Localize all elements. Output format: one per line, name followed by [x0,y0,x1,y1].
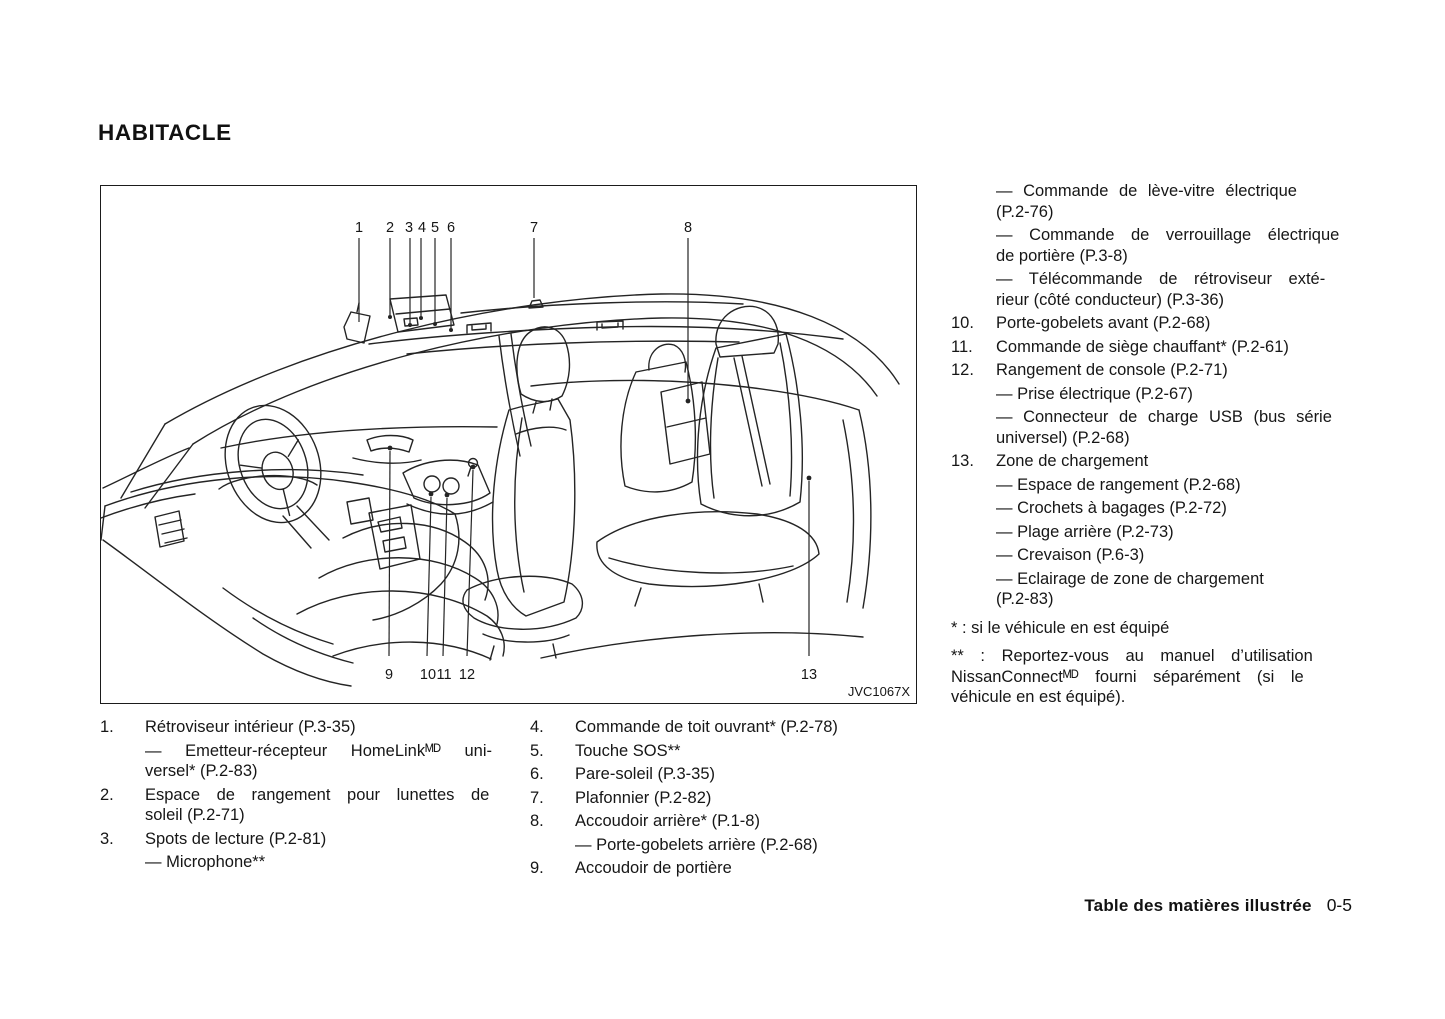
list-subitem [951,384,1348,405]
figure-code: JVC1067X [847,684,910,699]
item-text: Zone de chargement [996,452,1149,470]
item-text: rieur (côté conducteur) (P.3-36) [996,290,1225,309]
footnote-double-asterisk [951,646,1348,667]
list-items-1-3 [100,717,518,873]
page-title: HABITACLE [98,120,232,145]
car-interior-illustration [101,186,916,703]
callout-10: 10 [419,667,437,683]
footnote-continuation [951,667,1348,688]
callout-6: 6 [446,220,456,236]
item-text: Touche SOS** [575,741,681,760]
list-subitem [951,569,1348,590]
callout-9: 9 [384,667,394,683]
list-subitem [951,475,1348,496]
list-item [530,811,948,832]
item-text: Porte-gobelets avant (P.2-68) [996,314,1211,332]
item-text: — Eclairage de zone de chargement [996,569,1264,588]
item-text: — Microphone** [145,853,266,871]
footnote-text: véhicule en est équipé). [951,688,1126,706]
list-subitem-continuation [951,290,1348,311]
item-text: soleil (P.2-71) [145,806,245,824]
list-item [530,741,948,762]
item-number: 4. [530,718,544,736]
item-number: 11. [951,337,973,356]
item-number: 6. [530,765,544,783]
interior-figure [100,185,917,704]
callout-12: 12 [458,667,476,683]
item-text: — Porte-gobelets arrière (P.2-68) [575,835,818,854]
item-text: Pare-soleil (P.3-35) [575,765,716,783]
list-item [951,337,1348,358]
list-subitem [951,498,1348,519]
item-text: — Télécommande de rétroviseur exté- [996,270,1326,288]
item-number: 10. [951,314,974,332]
item-text: (P.2-76) [996,202,1054,221]
footnote-continuation [951,687,1348,708]
list-item [100,785,518,806]
list-item-continuation [100,805,518,826]
callout-8: 8 [683,220,693,236]
callout-numbers [355,220,817,683]
list-subitem-continuation [951,428,1348,449]
item-text: Rangement de console (P.2-71) [996,361,1228,379]
list-subitem [951,407,1348,428]
item-text: de portière (P.3-8) [996,246,1128,265]
list-item [951,451,1348,472]
item-text: — Commande de lève-vitre électrique [996,182,1297,200]
footnote-single-asterisk [951,618,1348,639]
item-text: Spots de lecture (P.2-81) [145,829,327,848]
list-item [530,858,948,879]
item-text: Rétroviseur intérieur (P.3-35) [145,718,356,736]
list-subitem [100,852,518,873]
list-subitem-continuation [951,202,1348,223]
list-subitem [951,522,1348,543]
item-text: Commande de toit ouvrant* (P.2-78) [575,718,838,736]
list-items-4-9 [530,717,948,879]
item-text: — Crochets à bagages (P.2-72) [996,499,1227,517]
callout-1: 1 [354,220,364,236]
callout-4: 4 [417,220,427,236]
list-item [100,717,518,738]
list-subitem-continuation [951,246,1348,267]
item-text: — Commande de verrouillage électrique [996,226,1340,244]
item-number: 9. [530,859,544,877]
item-number: 1. [100,718,114,736]
list-items-10-13 [951,181,1348,708]
item-text: — Espace de rangement (P.2-68) [996,475,1241,494]
item-text: Accoudoir arrière* (P.1-8) [575,812,760,830]
item-text: versel* (P.2-83) [145,762,258,780]
list-item [951,313,1348,334]
item-number: 13. [951,452,974,470]
footnote-text: NissanConnectᴹᴰ fourni séparément (si le [951,667,1304,686]
callout-13: 13 [800,667,818,683]
list-subitem [100,741,518,762]
car-line-art [101,294,899,686]
callout-11: 11 [436,667,452,683]
list-item [530,788,948,809]
footnote-text: ** : Reportez-vous au manuel d’utilisation [951,647,1313,665]
list-subitem-continuation [951,589,1348,610]
item-text: — Emetteur-récepteur HomeLinkᴹᴰ uni- [145,741,493,760]
callout-7: 7 [529,220,539,236]
page-footer [950,895,1352,916]
callout-2: 2 [385,220,395,236]
list-item [530,717,948,738]
item-text: Espace de rangement pour lunettes de [145,785,490,804]
list-subitem [951,225,1348,246]
list-subitem [951,269,1348,290]
footer-page-number: 0-5 [1326,895,1352,915]
item-text: — Connecteur de charge USB (bus série [996,408,1332,426]
item-number: 3. [100,829,114,848]
callout-3: 3 [404,220,414,236]
list-item [530,764,948,785]
footer-section-label: Table des matières illustrée [1084,896,1312,915]
list-item [100,829,518,850]
item-text: universel) (P.2-68) [996,428,1130,447]
list-subitem [951,181,1348,202]
item-text: — Crevaison (P.6-3) [996,546,1145,564]
item-number: 8. [530,812,544,830]
footnote-text: * : si le véhicule en est équipé [951,618,1170,637]
item-text: — Prise électrique (P.2-67) [996,384,1193,403]
item-number: 7. [530,788,544,807]
list-subitem-continuation [100,761,518,782]
item-text: Plafonnier (P.2-82) [575,788,712,807]
item-number: 12. [951,361,974,379]
item-text: Accoudoir de portière [575,859,732,877]
callout-5: 5 [430,220,440,236]
item-text: Commande de siège chauffant* (P.2-61) [996,337,1289,356]
list-item [951,360,1348,381]
item-text: (P.2-83) [996,590,1054,608]
item-number: 5. [530,741,544,760]
list-subitem [951,545,1348,566]
list-subitem [530,835,948,856]
item-text: — Plage arrière (P.2-73) [996,522,1174,541]
item-number: 2. [100,785,114,804]
